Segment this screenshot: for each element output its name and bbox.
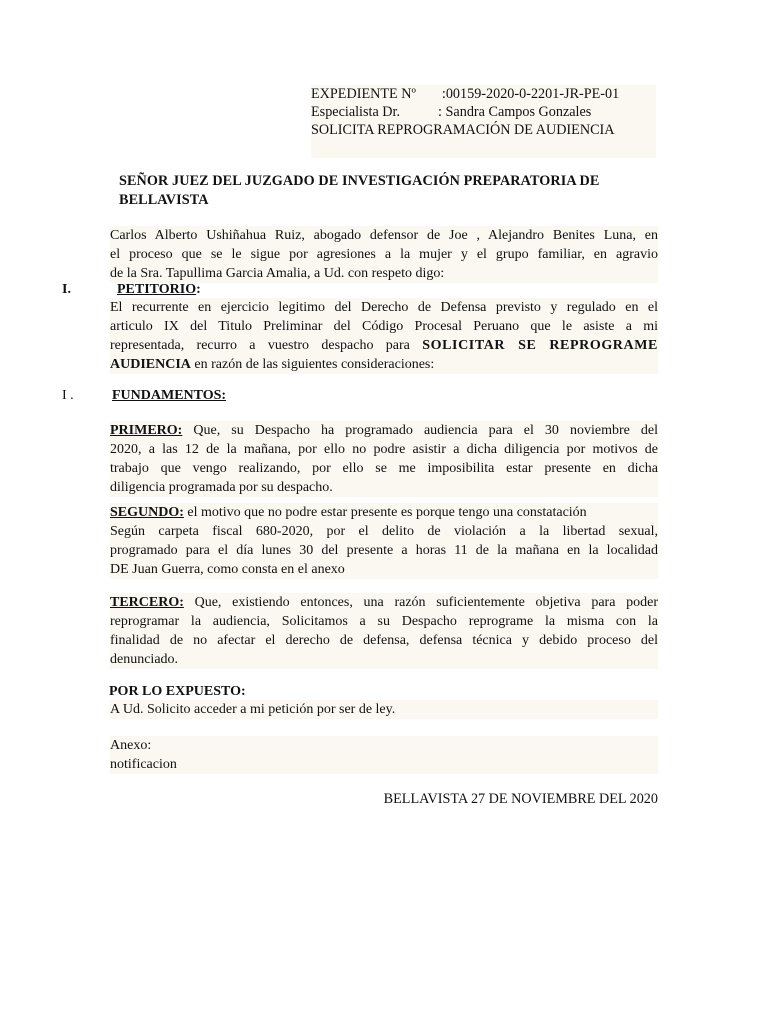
segundo-line-1-text: el motivo que no podre estar presente es porque tengo una constatación — [183, 505, 587, 520]
segundo-line-2: Según carpeta fiscal 680-2020, por el delito de violación a la libertad sexual, — [110, 524, 658, 539]
anexo-block — [110, 736, 658, 774]
petitorio-line-3-text: representada, recurro a vuestro despacho para — [110, 338, 410, 353]
petitorio-numeral: I. — [62, 282, 71, 297]
petitorio-heading — [117, 280, 201, 299]
tercero-line-1 — [110, 593, 658, 612]
document-title — [119, 172, 659, 210]
fundamentos-numeral: I . — [62, 388, 74, 403]
expediente-value: :00159-2020-0-2201-JR-PE-01 — [441, 86, 620, 102]
segundo-paragraph — [110, 503, 658, 579]
tercero-line-4: denunciado. — [110, 652, 179, 667]
especialista-line — [311, 103, 656, 122]
segundo-label: SEGUNDO: — [110, 505, 184, 520]
expediente-label: EXPEDIENTE Nº — [311, 86, 416, 102]
petitorio-line-2: articulo IX del Titulo Preliminar del Código Procesal Peruano que le asiste a mi — [110, 319, 658, 334]
expediente-line — [311, 85, 656, 104]
petitorio-paragraph — [110, 298, 658, 374]
primero-paragraph — [110, 421, 658, 497]
primero-line-3: trabajo que vengo realizando, por ello se me imposibilita estar presente en dicha — [110, 461, 658, 476]
title-line-1: SEÑOR JUEZ DEL JUZGADO DE INVESTIGACIÓN PREPARATORIA DE — [119, 173, 600, 189]
petitorio-heading-text: PETITORIO — [117, 282, 197, 297]
anexo-item: notificacion — [110, 757, 177, 772]
asunto-line: SOLICITA REPROGRAMACIÓN DE AUDIENCIA — [311, 121, 656, 158]
title-line-2: BELLAVISTA — [119, 192, 209, 208]
tercero-line-1-text: Que, existiendo entonces, una razón suficientemente objetiva para poder — [183, 595, 658, 610]
tercero-line-2: reprogramar la audiencia, Solicitamos a su Despacho reprograme la misma con la — [110, 614, 658, 629]
intro-line-3: de la Sra. Tapullima Garcia Amalia, a Ud. con respeto digo: — [110, 266, 445, 281]
primero-line-1 — [110, 421, 658, 440]
petitorio-line-1: El recurrente en ejercicio legitimo del Derecho de Defensa previsto y regulado en el — [110, 300, 658, 315]
tercero-label: TERCERO: — [110, 595, 184, 610]
petitorio-heading-colon: : — [196, 282, 201, 297]
primero-line-1-text: Que, su Despacho ha programado audiencia para el 30 noviembre del — [182, 423, 658, 438]
fundamentos-heading: FUNDAMENTOS: — [112, 388, 227, 403]
intro-line-1: Carlos Alberto Ushiñahua Ruiz, abogado defensor de Joe , Alejandro Benites Luna, en — [110, 228, 658, 243]
expuesto-heading: POR LO EXPUESTO: — [109, 684, 246, 699]
intro-paragraph — [110, 226, 658, 283]
especialista-value: : Sandra Campos Gonzales — [438, 104, 592, 120]
intro-line-2: el proceso que se le sigue por agresiones a la mujer y el grupo familiar, en agravio — [110, 247, 658, 262]
petitorio-line-4-text: en razón de las siguientes consideraciones: — [190, 357, 435, 372]
petitorio-line-3-bold: SOLICITAR SE REPROGRAME — [422, 338, 658, 353]
tercero-paragraph — [110, 593, 658, 669]
segundo-line-4: DE Juan Guerra, como consta en el anexo — [110, 562, 345, 577]
document-date: BELLAVISTA 27 DE NOVIEMBRE DEL 2020 — [383, 791, 658, 807]
especialista-label: Especialista Dr. — [311, 104, 401, 120]
anexo-label: Anexo: — [110, 738, 152, 753]
petitorio-line-4 — [110, 355, 658, 374]
segundo-line-1 — [110, 503, 658, 522]
expuesto-text: A Ud. Solicito acceder a mi petición por ser de ley. — [110, 702, 396, 717]
petitorio-line-3 — [110, 336, 658, 355]
segundo-line-3: programado para el día lunes 30 del presente a horas 11 de la mañana en la localidad — [110, 543, 658, 558]
primero-line-2: 2020, a las 12 de la mañana, por ello no podre asistir a dicha diligencia por motivos de — [110, 442, 658, 457]
tercero-line-3: finalidad de no afectar el derecho de defensa, defensa técnica y debido proceso del — [110, 633, 658, 648]
expuesto-paragraph — [110, 700, 658, 719]
primero-line-4: diligencia programada por su despacho. — [110, 480, 333, 495]
petitorio-line-4-bold: AUDIENCIA — [110, 357, 191, 372]
primero-label: PRIMERO: — [110, 423, 183, 438]
